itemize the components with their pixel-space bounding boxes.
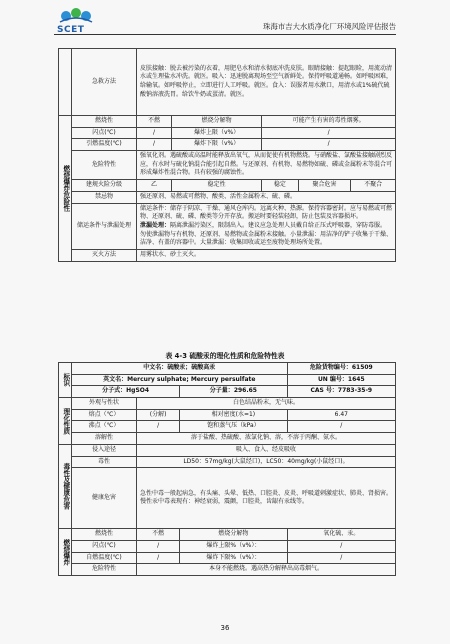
table-row: 熔点（℃） (分解) 相对密度(水=1) 6.47 bbox=[59, 409, 396, 421]
page-number: 36 bbox=[220, 624, 230, 632]
table-row: 自燃温度(℃) / 爆炸下限%（v%）： / bbox=[59, 552, 396, 564]
table-row: 禁忌物 强还原剂、易燃或可燃物、酸类、活性金属粉末、硫、磷。 bbox=[59, 191, 396, 203]
header-title: 珠海市吉大水质净化厂环境风险评估报告 bbox=[262, 22, 396, 31]
table-row: 灭火方法 用雾状水、砂土灭火。 bbox=[59, 249, 396, 261]
table-row: 闪点(℃) / 爆炸上限%（v%）： / bbox=[59, 540, 396, 552]
table-row: 毒性 LD50：57mg/kg(大鼠经口)，LC50：40mg/kg(小鼠经口)。 bbox=[59, 456, 396, 468]
table-row: 理化性质 外观与性状 白色结晶粉末，无气味。 bbox=[59, 398, 396, 410]
table-row: 危险特性 强氧化剂。遇硫酸或高温时能释放出氧气，从而促使有机物燃烧。与硝酸盐、氯酸盐接触剧烈反应，有水时与硫化钠混合能引起自燃。与还原剂、有机物、易燃物如硫、磷或金属粉末等混合可形成爆炸性混合物。具有较强的腐蚀性。 bbox=[59, 151, 396, 180]
header-divider bbox=[54, 34, 396, 35]
table-row: 英文名：Mercury sulphate; Mercury persulfate UN 编号：1645 bbox=[59, 374, 396, 386]
table-row: 分子式：HgSO4 分子量：296.65 CAS 号：7783-35-9 bbox=[59, 386, 396, 398]
table-row: 燃烧爆炸 燃烧性 不燃 燃烧分解物 氧化硫、汞。 bbox=[59, 529, 396, 541]
table-row: 引燃温度(℃) / 爆炸下限（v%） / bbox=[59, 139, 396, 151]
table-row: 建规火险分级 乙 稳定性 稳定 聚合危害 不聚合 bbox=[59, 180, 396, 192]
table-row bbox=[59, 49, 396, 116]
cell-label: 急救方法 bbox=[72, 49, 137, 116]
mercury-sulfate-table bbox=[58, 362, 396, 576]
table-row: 闪点(℃) / 爆炸上限（v%） / bbox=[59, 127, 396, 139]
table-row: 燃烧爆炸危险性 燃烧性 不燃 燃烧分解物 可能产生有害的毒性烟雾。 bbox=[59, 116, 396, 128]
cell-first-aid: 皮肤接触：脱去被污染的衣着，用肥皂水和清水彻底冲洗皮肤。眼睛接触：提起眼睑，用流动清水或生理盐水冲洗。就医。吸入：迅速脱离现场至空气新鲜处。保持呼吸道通畅。如呼吸困难，给输氧。如呼吸停止，立即进行人工呼吸。就医。食入：误服者用水漱口，用清水或1%硫代硫酸钠溶液洗胃。给饮牛奶或蛋清。就医。 bbox=[137, 49, 396, 116]
table-row: 毒性及健康危害 侵入途径 吸入、食入、经皮吸收 bbox=[59, 444, 396, 456]
table-row: 标识 中文名：硫酸汞；硫酸高汞 危险货物编号：61509 bbox=[59, 363, 396, 375]
table-continued bbox=[58, 48, 396, 262]
table-row: 溶解性 溶于盐酸、热硫酸、浓氯化钠、溶，不溶于丙酮、氨水。 bbox=[59, 433, 396, 445]
logo-text: SCET bbox=[57, 25, 85, 35]
table-row: 健康危害 急性中毒一般起病急，有头痛、头晕、低热、口腔炎、皮炎、呼吸道刺激症状、肺炎、肾损害。慢性汞中毒表现有：神经衰弱，震颤，口腔炎，齿龈有汞线等。 bbox=[59, 468, 396, 529]
page-header bbox=[0, 0, 450, 40]
table-row: 危险特性 本身不能燃烧。遇高热分解释出高毒烟气。 bbox=[59, 564, 396, 576]
table-row: 储运条件与泄漏处理 储运条件：储存于阴凉、干燥、通风仓库内。远离火种、热源。保持容器密封。应与易燃或可燃物、还原剂、硫、磷、酸类等分开存放。搬运时要轻装轻卸，防止包装及容器损坏。 泄漏处理：隔离泄漏污染区，限制出入。建议应急处理人员戴自给正压式呼吸器，穿防毒服。勿使泄漏物与有机物、还原剂、易燃物或金属粉末接触。小量泄漏：用洁净的铲子收集于干燥、洁净、有盖的容器中。大量泄漏：收集回收或运至废物处理场所处置。 bbox=[59, 203, 396, 249]
side-label: 燃烧爆炸危险性 bbox=[59, 116, 72, 262]
table-row: 沸点（℃） / 饱和蒸气压（kPa） / bbox=[59, 421, 396, 433]
table-caption: 表 4-3 硫酸汞的理化性质和危险特性表 bbox=[165, 352, 285, 360]
